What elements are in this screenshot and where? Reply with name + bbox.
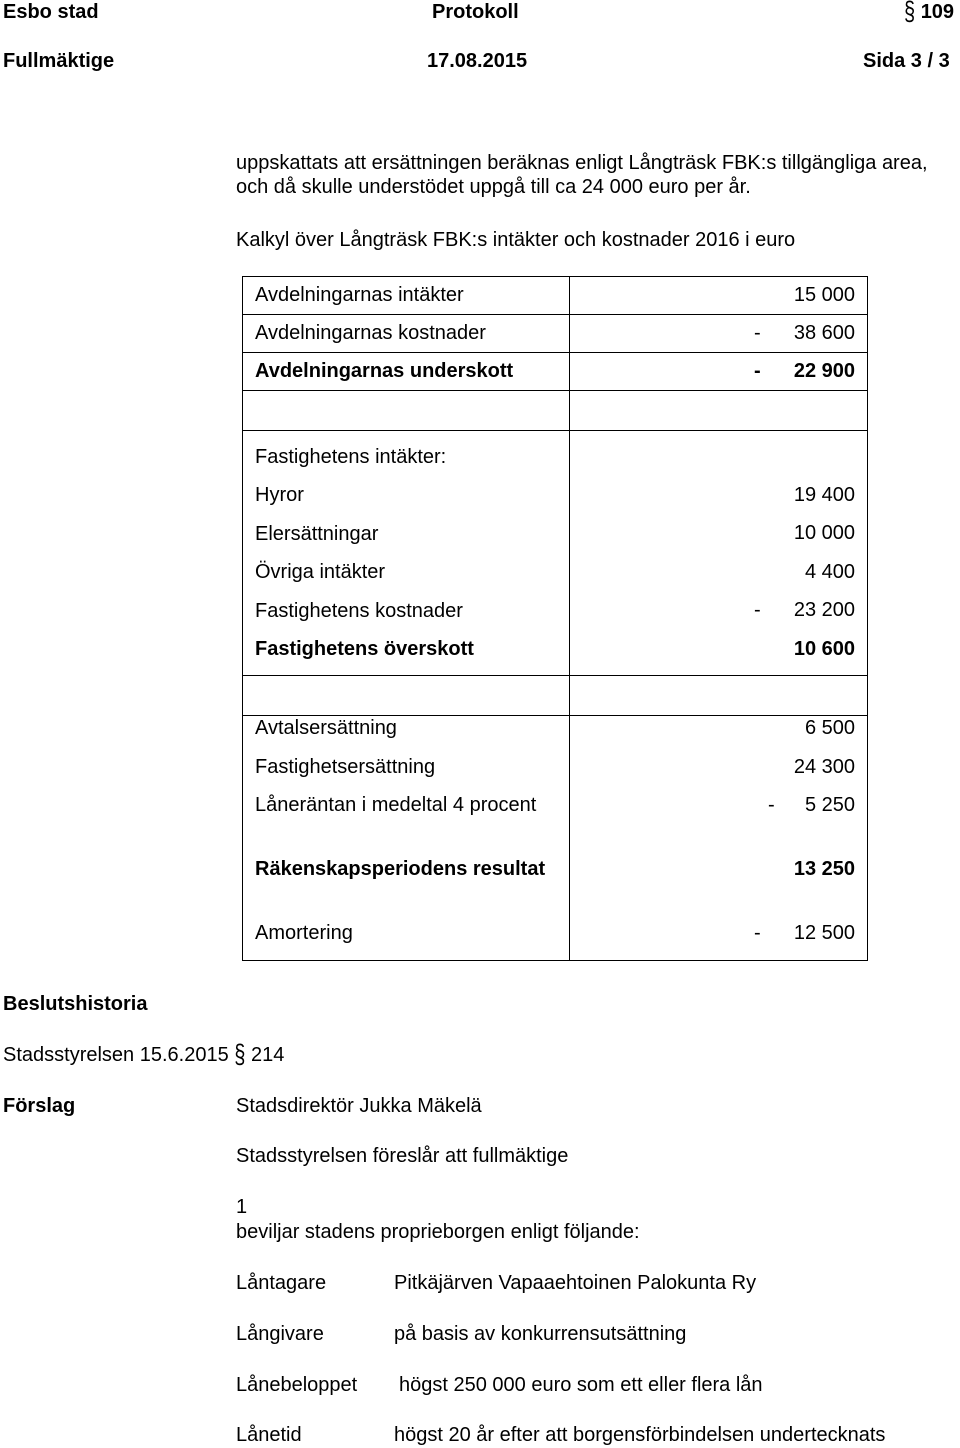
header-org: Esbo stad	[3, 1, 99, 23]
header-section	[904, 0, 955, 27]
board-decision-date: Stadsstyrelsen 15.6.2015	[3, 1044, 229, 1066]
property-income-heading: Fastighetens intäkter:	[255, 446, 447, 468]
term-value-period: högst 20 år efter att borgensförbindelsen undertecknats	[394, 1424, 886, 1446]
property-value-surplus: 10 600	[793, 637, 855, 660]
dept-costs-label: Avdelningarnas kostnader	[243, 315, 570, 353]
board-decision-line	[3, 1040, 285, 1070]
interest-value: - 5 250	[768, 794, 855, 817]
contract-value-agreement: 6 500	[804, 717, 855, 740]
result-value: 13 250	[793, 858, 855, 881]
property-value-rent: 19 400	[793, 484, 855, 506]
dept-costs-value: - 38 600	[570, 315, 868, 353]
property-value-costs: - 23 200	[754, 599, 855, 622]
property-label-other: Övriga intäkter	[255, 561, 386, 584]
proposal-label: Förslag	[3, 1095, 76, 1117]
section-number: 109	[920, 1, 955, 23]
amortization-value: - 12 500	[754, 922, 855, 945]
term-value-amount: högst 250 000 euro som ett eller flera lån	[399, 1374, 763, 1396]
section-sign: §	[904, 0, 916, 27]
header-doc-type: Protokoll	[432, 1, 519, 23]
calc-table	[242, 276, 868, 961]
dept-deficit-value: - 22 900	[570, 353, 868, 391]
dept-income-value: 15 000	[570, 277, 868, 315]
property-value-other: 4 400	[804, 560, 855, 583]
term-value-lender: på basis av konkurrensutsättning	[394, 1323, 687, 1345]
section-sign: §	[234, 1040, 246, 1070]
term-key-period: Lånetid	[236, 1424, 302, 1446]
table-row-property	[243, 431, 868, 676]
proposal-author: Stadsdirektör Jukka Mäkelä	[236, 1095, 482, 1117]
calc-title: Kalkyl över Långträsk FBK:s intäkter och kostnader 2016 i euro	[236, 229, 796, 251]
header-date: 17.08.2015	[427, 50, 528, 72]
contract-label-agreement: Avtalsersättning	[255, 717, 397, 740]
property-label-surplus: Fastighetens överskott	[255, 637, 474, 660]
intro-text: uppskattats att ersättningen beräknas enligt Långträsk FBK:s tillgängliga area, och då skulle understödet uppgå till ca 24 000 euro per år.	[236, 152, 928, 198]
property-label-costs: Fastighetens kostnader	[255, 599, 463, 622]
history-heading: Beslutshistoria	[3, 993, 148, 1015]
term-key-amount: Lånebeloppet	[236, 1374, 358, 1396]
dept-deficit-label: Avdelningarnas underskott	[243, 353, 570, 391]
property-label-rent: Hyror	[255, 484, 304, 507]
header-body: Fullmäktige	[3, 50, 115, 72]
header-page: Sida 3 / 3	[863, 50, 950, 72]
term-key-borrower: Låntagare	[236, 1272, 327, 1294]
table-row-blank	[243, 676, 868, 716]
table-row-blank	[243, 391, 868, 431]
amortization-label: Amortering	[255, 922, 353, 945]
result-label: Räkenskapsperiodens resultat	[255, 858, 546, 881]
table-row	[243, 353, 868, 391]
term-key-lender: Långivare	[236, 1323, 324, 1345]
proposal-item-text: beviljar stadens proprieborgen enligt följande:	[236, 1221, 640, 1243]
table-row-contracts	[243, 716, 868, 960]
board-section-number: 214	[250, 1044, 285, 1066]
table-row	[243, 277, 868, 315]
term-value-borrower: Pitkäjärven Vapaaehtoinen Palokunta Ry	[394, 1272, 757, 1294]
contract-value-property: 24 300	[793, 755, 855, 778]
property-value-electricity: 10 000	[793, 522, 855, 545]
proposal-intro: Stadsstyrelsen föreslår att fullmäktige	[236, 1145, 569, 1167]
contract-label-property: Fastighetsersättning	[255, 755, 436, 778]
table-row	[243, 315, 868, 353]
dept-income-label: Avdelningarnas intäkter	[243, 277, 570, 315]
proposal-item-number: 1	[236, 1196, 248, 1218]
property-label-electricity: Elersättningar	[255, 522, 379, 545]
interest-label: Låneräntan i medeltal 4 procent	[255, 794, 537, 817]
